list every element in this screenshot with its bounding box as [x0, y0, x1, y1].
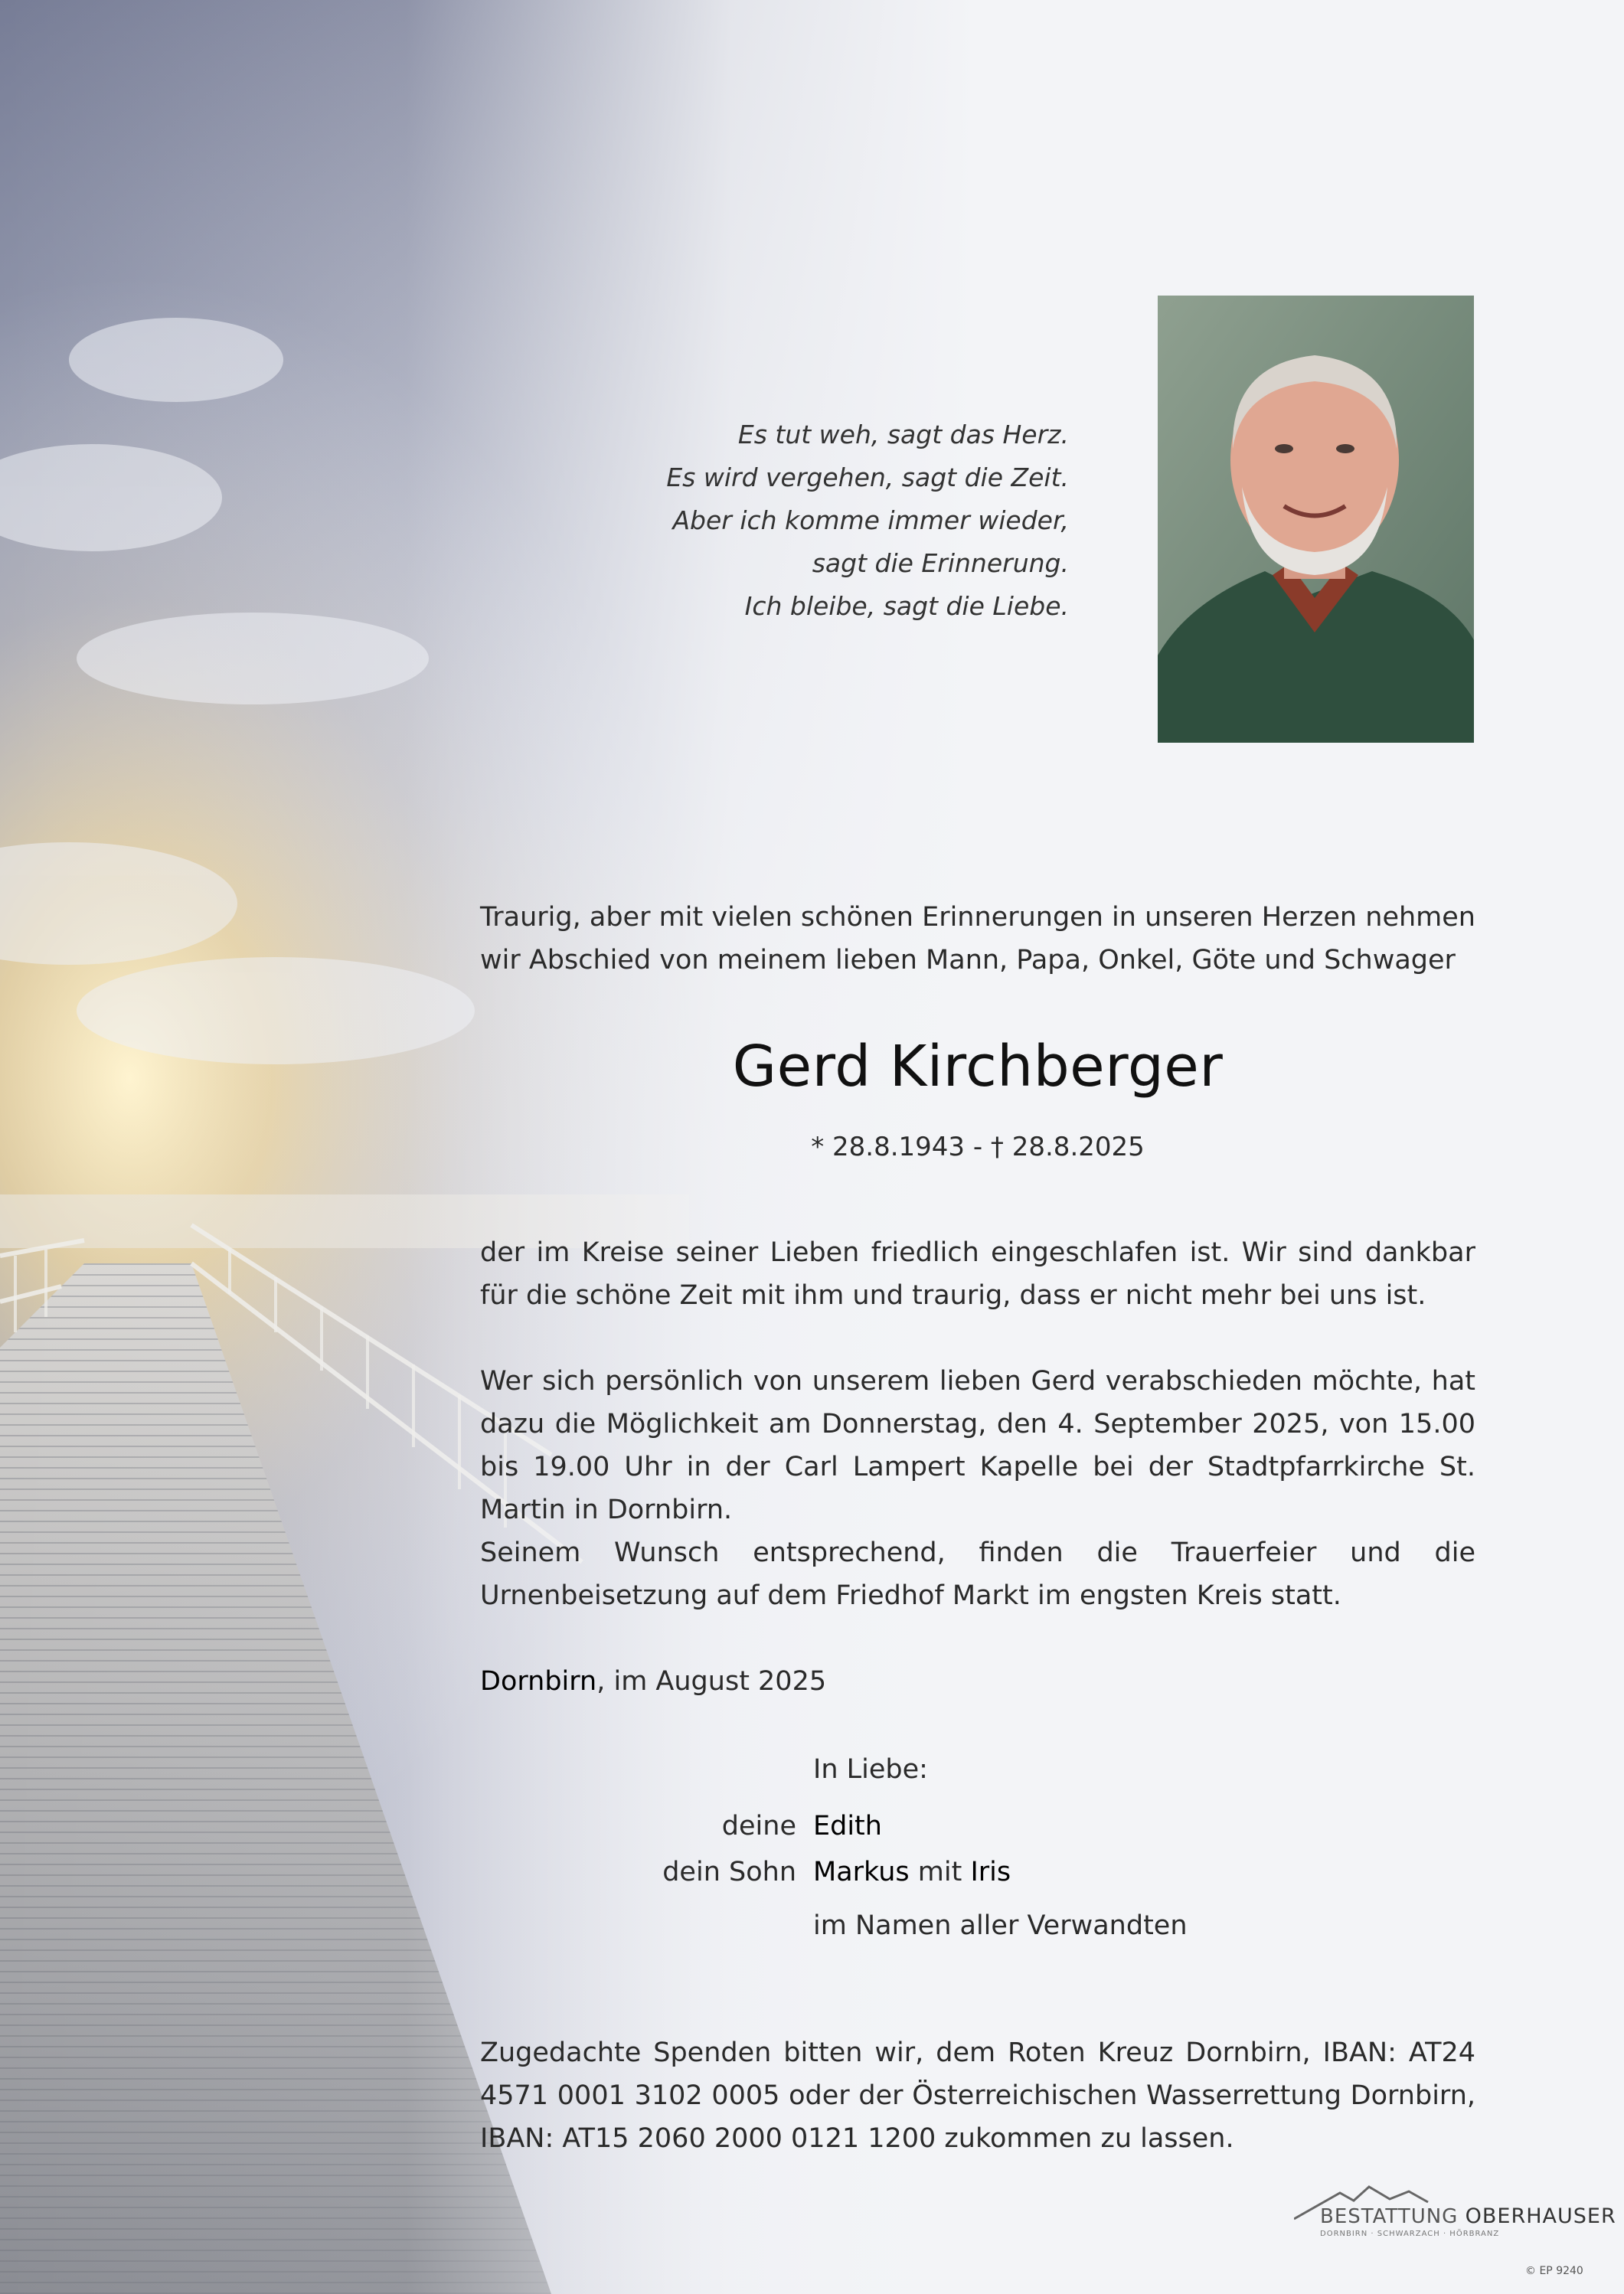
- mourner-relation: deine: [721, 1811, 796, 1841]
- mourner-name: Markus: [813, 1857, 910, 1887]
- mourner-connector: mit: [909, 1857, 971, 1887]
- poem-line: Es tut weh, sagt das Herz.: [737, 420, 1069, 449]
- mourners-closing: im Namen aller Verwandten: [813, 1910, 1188, 1941]
- sleep-paragraph: der im Kreise seiner Lieben friedlich eingeschlafen ist. Wir sind dankbar für die schöne Zeit mit ihm und traurig, dass er nicht mehr bei uns ist.: [480, 1237, 1475, 1311]
- portrait-photo: [1158, 296, 1474, 743]
- life-dates: * 28.8.1943 - † 28.8.2025: [811, 1132, 1145, 1162]
- logo-prefix: BESTATTUNG: [1320, 2205, 1466, 2228]
- logo-brand: OBERHAUSER: [1465, 2204, 1616, 2228]
- document-code: © EP 9240: [1525, 2265, 1583, 2277]
- intro-paragraph: Traurig, aber mit vielen schönen Erinnerungen in unseren Herzen nehmen wir Abschied von meinem lieben Mann, Papa, Onkel, Göte und Schwager: [480, 902, 1475, 975]
- poem-line: sagt die Erinnerung.: [812, 548, 1069, 578]
- place-date: [480, 1660, 1475, 1703]
- mourner-name: Edith: [813, 1811, 882, 1841]
- place-city: Dornbirn: [480, 1666, 597, 1697]
- poem-line: Es wird vergehen, sagt die Zeit.: [666, 462, 1069, 492]
- donation-paragraph: Zugedachte Spenden bitten wir, dem Roten Kreuz Dornbirn, IBAN: AT24 4571 0001 3102 0005 oder der Österreichischen Wasserrettung Dornbirn, IBAN: AT15 2060 2000 0121 1200 zukommen zu lassen.: [480, 2037, 1475, 2154]
- mourner-relation: dein Sohn: [662, 1857, 796, 1887]
- portrait-illustration: [1158, 296, 1474, 743]
- mourner-partner-name: Iris: [970, 1857, 1011, 1887]
- mourner-row: [536, 1849, 1531, 1895]
- poem: [613, 413, 1069, 628]
- place-date-text: , im August 2025: [596, 1666, 827, 1697]
- mourner-row: [536, 1803, 1531, 1849]
- funeral-home-logo-text: [1320, 2204, 1616, 2228]
- logo-locations: DORNBIRN · SCHWARZACH · HÖRBRANZ: [1320, 2230, 1500, 2238]
- funeral-wish-paragraph: Seinem Wunsch entsprechend, finden die Trauerfeier und die Urnenbeisetzung auf dem Friedhof Markt im engsten Kreis statt.: [480, 1538, 1475, 1611]
- poem-line: Aber ich komme immer wieder,: [672, 505, 1069, 535]
- poem-line: Ich bleibe, sagt die Liebe.: [744, 591, 1069, 621]
- deceased-name: Gerd Kirchberger: [732, 1034, 1224, 1100]
- mourners-label: In Liebe:: [813, 1754, 928, 1785]
- visitation-paragraph: Wer sich persönlich von unserem lieben Gerd verabschieden möchte, hat dazu die Möglichkeit am Donnerstag, den 4. September 2025, von 15.00 bis 19.00 Uhr in der Carl Lampert Kapelle bei der Stadtpfarrkirche St. Martin in Dornbirn.: [480, 1366, 1475, 1525]
